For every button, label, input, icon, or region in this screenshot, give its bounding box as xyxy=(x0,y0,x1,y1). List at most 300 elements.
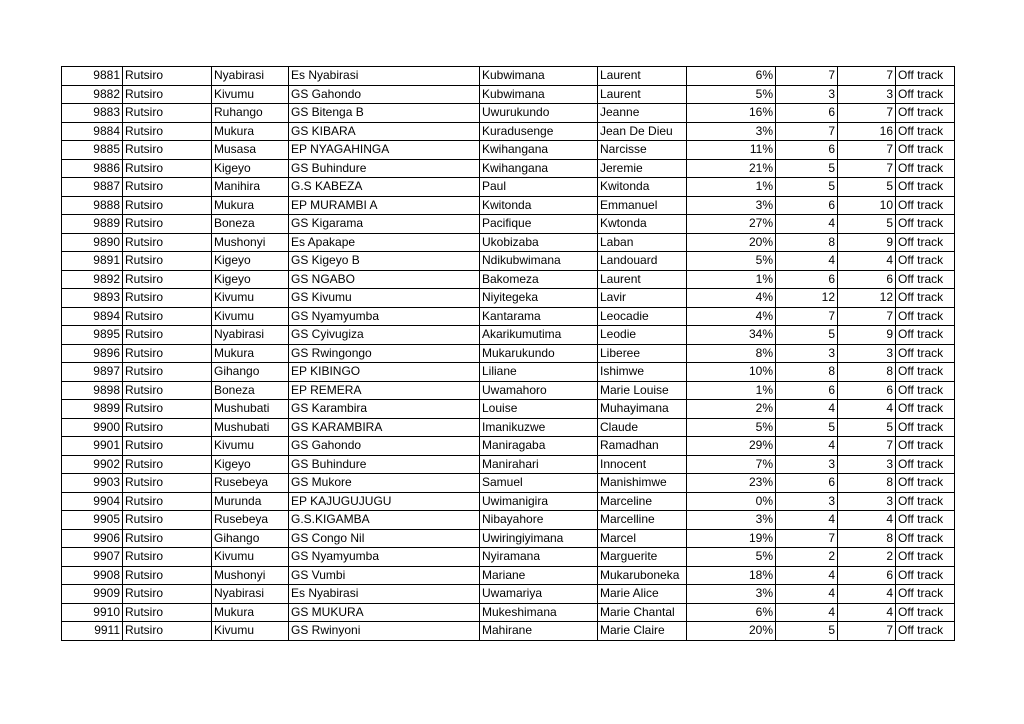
cell-district: Rutsiro xyxy=(123,474,212,493)
cell-status: Off track xyxy=(896,344,955,363)
cell-first-name: Kwtonda xyxy=(598,215,687,234)
cell-count-b: 4 xyxy=(838,511,896,530)
cell-sector: Kigeyo xyxy=(212,159,289,178)
cell-percent: 6% xyxy=(687,67,776,86)
cell-first-name: Leodie xyxy=(598,326,687,345)
cell-count-a: 4 xyxy=(776,437,838,456)
cell-row-number: 9890 xyxy=(62,233,123,252)
cell-district: Rutsiro xyxy=(123,344,212,363)
table-row xyxy=(62,270,955,289)
cell-sector: Rusebeya xyxy=(212,511,289,530)
cell-first-name: Narcisse xyxy=(598,141,687,160)
cell-count-a: 12 xyxy=(776,289,838,308)
table-row xyxy=(62,511,955,530)
cell-count-b: 4 xyxy=(838,603,896,622)
cell-percent: 27% xyxy=(687,215,776,234)
cell-district: Rutsiro xyxy=(123,233,212,252)
table-row xyxy=(62,326,955,345)
table-row xyxy=(62,104,955,123)
table-row xyxy=(62,307,955,326)
cell-sector: Mukura xyxy=(212,196,289,215)
cell-count-a: 7 xyxy=(776,67,838,86)
cell-first-name: Laurent xyxy=(598,85,687,104)
cell-school: GS Nyamyumba xyxy=(289,548,480,567)
cell-row-number: 9889 xyxy=(62,215,123,234)
cell-status: Off track xyxy=(896,585,955,604)
cell-last-name: Mahirane xyxy=(480,622,598,641)
cell-first-name: Muhayimana xyxy=(598,400,687,419)
cell-district: Rutsiro xyxy=(123,622,212,641)
cell-school: GS Congo Nil xyxy=(289,529,480,548)
cell-last-name: Kwitonda xyxy=(480,196,598,215)
cell-count-a: 3 xyxy=(776,492,838,511)
cell-row-number: 9888 xyxy=(62,196,123,215)
cell-last-name: Kubwimana xyxy=(480,85,598,104)
cell-row-number: 9895 xyxy=(62,326,123,345)
cell-sector: Gihango xyxy=(212,529,289,548)
cell-row-number: 9902 xyxy=(62,455,123,474)
cell-district: Rutsiro xyxy=(123,363,212,382)
cell-percent: 5% xyxy=(687,548,776,567)
cell-district: Rutsiro xyxy=(123,178,212,197)
cell-percent: 3% xyxy=(687,196,776,215)
cell-district: Rutsiro xyxy=(123,85,212,104)
cell-status: Off track xyxy=(896,252,955,271)
cell-count-b: 7 xyxy=(838,622,896,641)
cell-school: GS Kigarama xyxy=(289,215,480,234)
cell-count-a: 6 xyxy=(776,104,838,123)
cell-sector: Mushubati xyxy=(212,400,289,419)
cell-first-name: Kwitonda xyxy=(598,178,687,197)
cell-count-a: 4 xyxy=(776,215,838,234)
cell-school: GS Buhindure xyxy=(289,159,480,178)
table-body xyxy=(62,67,955,641)
cell-count-b: 7 xyxy=(838,437,896,456)
cell-status: Off track xyxy=(896,566,955,585)
cell-count-a: 3 xyxy=(776,455,838,474)
cell-status: Off track xyxy=(896,233,955,252)
cell-count-a: 6 xyxy=(776,270,838,289)
cell-status: Off track xyxy=(896,141,955,160)
cell-district: Rutsiro xyxy=(123,196,212,215)
cell-school: G.S KABEZA xyxy=(289,178,480,197)
cell-status: Off track xyxy=(896,67,955,86)
cell-sector: Nyabirasi xyxy=(212,67,289,86)
cell-percent: 8% xyxy=(687,344,776,363)
cell-school: GS Bitenga B xyxy=(289,104,480,123)
cell-count-a: 4 xyxy=(776,400,838,419)
cell-count-a: 7 xyxy=(776,307,838,326)
cell-school: GS Rwinyoni xyxy=(289,622,480,641)
cell-last-name: Imanikuzwe xyxy=(480,418,598,437)
cell-sector: Boneza xyxy=(212,381,289,400)
cell-district: Rutsiro xyxy=(123,381,212,400)
cell-first-name: Laurent xyxy=(598,270,687,289)
cell-row-number: 9886 xyxy=(62,159,123,178)
table-row xyxy=(62,529,955,548)
cell-sector: Gihango xyxy=(212,363,289,382)
cell-status: Off track xyxy=(896,196,955,215)
cell-percent: 2% xyxy=(687,400,776,419)
cell-status: Off track xyxy=(896,307,955,326)
cell-last-name: Kwihangana xyxy=(480,141,598,160)
cell-district: Rutsiro xyxy=(123,437,212,456)
cell-last-name: Ndikubwimana xyxy=(480,252,598,271)
cell-last-name: Maniragaba xyxy=(480,437,598,456)
cell-count-b: 6 xyxy=(838,381,896,400)
cell-first-name: Marie Louise xyxy=(598,381,687,400)
cell-first-name: Marcelline xyxy=(598,511,687,530)
cell-sector: Kivumu xyxy=(212,622,289,641)
cell-count-b: 16 xyxy=(838,122,896,141)
cell-first-name: Mukaruboneka xyxy=(598,566,687,585)
table-row xyxy=(62,548,955,567)
cell-district: Rutsiro xyxy=(123,67,212,86)
cell-count-b: 8 xyxy=(838,363,896,382)
cell-percent: 6% xyxy=(687,603,776,622)
cell-school: GS Kigeyo B xyxy=(289,252,480,271)
cell-sector: Nyabirasi xyxy=(212,326,289,345)
cell-district: Rutsiro xyxy=(123,141,212,160)
cell-status: Off track xyxy=(896,104,955,123)
cell-row-number: 9893 xyxy=(62,289,123,308)
cell-count-b: 9 xyxy=(838,233,896,252)
cell-count-b: 4 xyxy=(838,400,896,419)
cell-last-name: Nyiramana xyxy=(480,548,598,567)
cell-first-name: Marie Claire xyxy=(598,622,687,641)
cell-count-b: 9 xyxy=(838,326,896,345)
cell-school: GS Karambira xyxy=(289,400,480,419)
cell-first-name: Lavir xyxy=(598,289,687,308)
cell-sector: Ruhango xyxy=(212,104,289,123)
cell-percent: 34% xyxy=(687,326,776,345)
cell-sector: Mukura xyxy=(212,603,289,622)
cell-row-number: 9887 xyxy=(62,178,123,197)
cell-count-a: 6 xyxy=(776,381,838,400)
cell-percent: 3% xyxy=(687,122,776,141)
cell-count-b: 6 xyxy=(838,270,896,289)
cell-row-number: 9892 xyxy=(62,270,123,289)
cell-count-a: 6 xyxy=(776,474,838,493)
table-row xyxy=(62,67,955,86)
cell-last-name: Kantarama xyxy=(480,307,598,326)
cell-status: Off track xyxy=(896,178,955,197)
cell-last-name: Mariane xyxy=(480,566,598,585)
cell-district: Rutsiro xyxy=(123,492,212,511)
cell-first-name: Jean De Dieu xyxy=(598,122,687,141)
cell-percent: 3% xyxy=(687,585,776,604)
cell-row-number: 9885 xyxy=(62,141,123,160)
cell-sector: Mushonyi xyxy=(212,566,289,585)
cell-last-name: Mukarukundo xyxy=(480,344,598,363)
cell-district: Rutsiro xyxy=(123,122,212,141)
cell-status: Off track xyxy=(896,381,955,400)
cell-first-name: Jeanne xyxy=(598,104,687,123)
cell-row-number: 9883 xyxy=(62,104,123,123)
table-row xyxy=(62,159,955,178)
cell-status: Off track xyxy=(896,270,955,289)
cell-last-name: Uwiringiyimana xyxy=(480,529,598,548)
table-row xyxy=(62,178,955,197)
cell-row-number: 9894 xyxy=(62,307,123,326)
cell-first-name: Marie Alice xyxy=(598,585,687,604)
cell-last-name: Mukeshimana xyxy=(480,603,598,622)
cell-count-a: 5 xyxy=(776,418,838,437)
table-row xyxy=(62,85,955,104)
cell-first-name: Emmanuel xyxy=(598,196,687,215)
cell-count-b: 8 xyxy=(838,529,896,548)
cell-count-a: 4 xyxy=(776,603,838,622)
cell-row-number: 9901 xyxy=(62,437,123,456)
cell-count-a: 3 xyxy=(776,85,838,104)
cell-school: Es Nyabirasi xyxy=(289,585,480,604)
cell-last-name: Paul xyxy=(480,178,598,197)
cell-first-name: Leocadie xyxy=(598,307,687,326)
cell-last-name: Louise xyxy=(480,400,598,419)
cell-row-number: 9906 xyxy=(62,529,123,548)
cell-last-name: Akarikumutima xyxy=(480,326,598,345)
table-row xyxy=(62,252,955,271)
cell-sector: Murunda xyxy=(212,492,289,511)
cell-count-a: 6 xyxy=(776,196,838,215)
cell-school: GS Gahondo xyxy=(289,437,480,456)
cell-count-b: 3 xyxy=(838,85,896,104)
cell-count-b: 7 xyxy=(838,141,896,160)
cell-percent: 16% xyxy=(687,104,776,123)
table-row xyxy=(62,585,955,604)
cell-school: EP KAJUGUJUGU xyxy=(289,492,480,511)
cell-row-number: 9882 xyxy=(62,85,123,104)
cell-count-a: 5 xyxy=(776,159,838,178)
cell-last-name: Niyitegeka xyxy=(480,289,598,308)
cell-count-a: 6 xyxy=(776,141,838,160)
cell-count-b: 5 xyxy=(838,418,896,437)
cell-count-a: 5 xyxy=(776,326,838,345)
cell-school: GS KIBARA xyxy=(289,122,480,141)
cell-row-number: 9909 xyxy=(62,585,123,604)
cell-last-name: Manirahari xyxy=(480,455,598,474)
cell-count-a: 3 xyxy=(776,344,838,363)
cell-percent: 5% xyxy=(687,85,776,104)
cell-school: GS MUKURA xyxy=(289,603,480,622)
cell-status: Off track xyxy=(896,85,955,104)
cell-school: Es Apakape xyxy=(289,233,480,252)
cell-count-b: 4 xyxy=(838,585,896,604)
table-row xyxy=(62,122,955,141)
cell-school: GS Rwingongo xyxy=(289,344,480,363)
cell-row-number: 9884 xyxy=(62,122,123,141)
cell-district: Rutsiro xyxy=(123,252,212,271)
table-row xyxy=(62,400,955,419)
cell-percent: 7% xyxy=(687,455,776,474)
cell-count-a: 2 xyxy=(776,548,838,567)
cell-status: Off track xyxy=(896,474,955,493)
cell-count-b: 3 xyxy=(838,492,896,511)
cell-count-b: 6 xyxy=(838,566,896,585)
cell-district: Rutsiro xyxy=(123,159,212,178)
cell-school: GS NGABO xyxy=(289,270,480,289)
cell-row-number: 9881 xyxy=(62,67,123,86)
cell-status: Off track xyxy=(896,363,955,382)
cell-last-name: Uwamariya xyxy=(480,585,598,604)
cell-row-number: 9911 xyxy=(62,622,123,641)
cell-first-name: Marie Chantal xyxy=(598,603,687,622)
cell-sector: Musasa xyxy=(212,141,289,160)
cell-sector: Mushonyi xyxy=(212,233,289,252)
cell-school: GS Vumbi xyxy=(289,566,480,585)
cell-last-name: Uwimanigira xyxy=(480,492,598,511)
cell-percent: 29% xyxy=(687,437,776,456)
cell-status: Off track xyxy=(896,215,955,234)
cell-district: Rutsiro xyxy=(123,585,212,604)
cell-sector: Kivumu xyxy=(212,85,289,104)
cell-district: Rutsiro xyxy=(123,104,212,123)
cell-count-b: 12 xyxy=(838,289,896,308)
table-row xyxy=(62,566,955,585)
cell-count-a: 7 xyxy=(776,529,838,548)
cell-sector: Rusebeya xyxy=(212,474,289,493)
cell-sector: Mukura xyxy=(212,344,289,363)
cell-row-number: 9905 xyxy=(62,511,123,530)
cell-count-a: 5 xyxy=(776,622,838,641)
cell-last-name: Samuel xyxy=(480,474,598,493)
cell-school: G.S.KIGAMBA xyxy=(289,511,480,530)
cell-status: Off track xyxy=(896,455,955,474)
table-row xyxy=(62,455,955,474)
cell-sector: Mukura xyxy=(212,122,289,141)
cell-row-number: 9903 xyxy=(62,474,123,493)
cell-percent: 21% xyxy=(687,159,776,178)
cell-count-b: 7 xyxy=(838,307,896,326)
cell-first-name: Marcel xyxy=(598,529,687,548)
cell-row-number: 9904 xyxy=(62,492,123,511)
cell-district: Rutsiro xyxy=(123,418,212,437)
cell-district: Rutsiro xyxy=(123,400,212,419)
cell-sector: Kigeyo xyxy=(212,270,289,289)
cell-district: Rutsiro xyxy=(123,326,212,345)
cell-district: Rutsiro xyxy=(123,511,212,530)
table-row xyxy=(62,474,955,493)
cell-last-name: Bakomeza xyxy=(480,270,598,289)
cell-school: GS Mukore xyxy=(289,474,480,493)
cell-row-number: 9896 xyxy=(62,344,123,363)
cell-count-a: 4 xyxy=(776,585,838,604)
cell-percent: 10% xyxy=(687,363,776,382)
cell-school: GS Cyivugiza xyxy=(289,326,480,345)
cell-status: Off track xyxy=(896,511,955,530)
cell-sector: Kivumu xyxy=(212,307,289,326)
cell-row-number: 9900 xyxy=(62,418,123,437)
cell-last-name: Kuradusenge xyxy=(480,122,598,141)
cell-first-name: Innocent xyxy=(598,455,687,474)
cell-row-number: 9908 xyxy=(62,566,123,585)
cell-district: Rutsiro xyxy=(123,529,212,548)
cell-status: Off track xyxy=(896,437,955,456)
cell-last-name: Uwamahoro xyxy=(480,381,598,400)
cell-percent: 18% xyxy=(687,566,776,585)
cell-count-b: 3 xyxy=(838,344,896,363)
cell-sector: Nyabirasi xyxy=(212,585,289,604)
cell-school: GS Gahondo xyxy=(289,85,480,104)
cell-count-b: 7 xyxy=(838,104,896,123)
cell-sector: Mushubati xyxy=(212,418,289,437)
cell-count-b: 7 xyxy=(838,67,896,86)
cell-status: Off track xyxy=(896,622,955,641)
data-table xyxy=(61,66,955,641)
cell-first-name: Laban xyxy=(598,233,687,252)
cell-count-b: 10 xyxy=(838,196,896,215)
cell-district: Rutsiro xyxy=(123,215,212,234)
table-row xyxy=(62,603,955,622)
table-row xyxy=(62,492,955,511)
cell-sector: Kigeyo xyxy=(212,252,289,271)
cell-percent: 4% xyxy=(687,289,776,308)
cell-count-b: 5 xyxy=(838,178,896,197)
cell-count-b: 5 xyxy=(838,215,896,234)
cell-percent: 1% xyxy=(687,270,776,289)
cell-first-name: Liberee xyxy=(598,344,687,363)
cell-percent: 5% xyxy=(687,252,776,271)
cell-school: GS KARAMBIRA xyxy=(289,418,480,437)
cell-count-b: 2 xyxy=(838,548,896,567)
cell-school: GS Kivumu xyxy=(289,289,480,308)
table-row xyxy=(62,437,955,456)
cell-count-a: 4 xyxy=(776,511,838,530)
cell-last-name: Kwihangana xyxy=(480,159,598,178)
cell-first-name: Marceline xyxy=(598,492,687,511)
cell-first-name: Landouard xyxy=(598,252,687,271)
cell-district: Rutsiro xyxy=(123,566,212,585)
cell-first-name: Marguerite xyxy=(598,548,687,567)
cell-first-name: Ramadhan xyxy=(598,437,687,456)
cell-row-number: 9891 xyxy=(62,252,123,271)
cell-first-name: Laurent xyxy=(598,67,687,86)
cell-school: Es Nyabirasi xyxy=(289,67,480,86)
cell-school: EP MURAMBI A xyxy=(289,196,480,215)
table-row xyxy=(62,196,955,215)
table-row xyxy=(62,233,955,252)
cell-first-name: Jeremie xyxy=(598,159,687,178)
cell-status: Off track xyxy=(896,529,955,548)
cell-count-b: 8 xyxy=(838,474,896,493)
cell-percent: 3% xyxy=(687,511,776,530)
cell-sector: Kigeyo xyxy=(212,455,289,474)
cell-district: Rutsiro xyxy=(123,455,212,474)
cell-district: Rutsiro xyxy=(123,548,212,567)
cell-count-b: 4 xyxy=(838,252,896,271)
cell-first-name: Ishimwe xyxy=(598,363,687,382)
cell-status: Off track xyxy=(896,326,955,345)
cell-sector: Manihira xyxy=(212,178,289,197)
cell-status: Off track xyxy=(896,603,955,622)
table-row xyxy=(62,363,955,382)
cell-sector: Boneza xyxy=(212,215,289,234)
cell-status: Off track xyxy=(896,492,955,511)
cell-district: Rutsiro xyxy=(123,603,212,622)
cell-percent: 0% xyxy=(687,492,776,511)
cell-last-name: Uwurukundo xyxy=(480,104,598,123)
cell-school: EP NYAGAHINGA xyxy=(289,141,480,160)
table-row xyxy=(62,215,955,234)
table-row xyxy=(62,418,955,437)
cell-last-name: Liliane xyxy=(480,363,598,382)
cell-status: Off track xyxy=(896,289,955,308)
cell-district: Rutsiro xyxy=(123,270,212,289)
cell-count-b: 3 xyxy=(838,455,896,474)
cell-status: Off track xyxy=(896,418,955,437)
cell-row-number: 9907 xyxy=(62,548,123,567)
table-row xyxy=(62,381,955,400)
